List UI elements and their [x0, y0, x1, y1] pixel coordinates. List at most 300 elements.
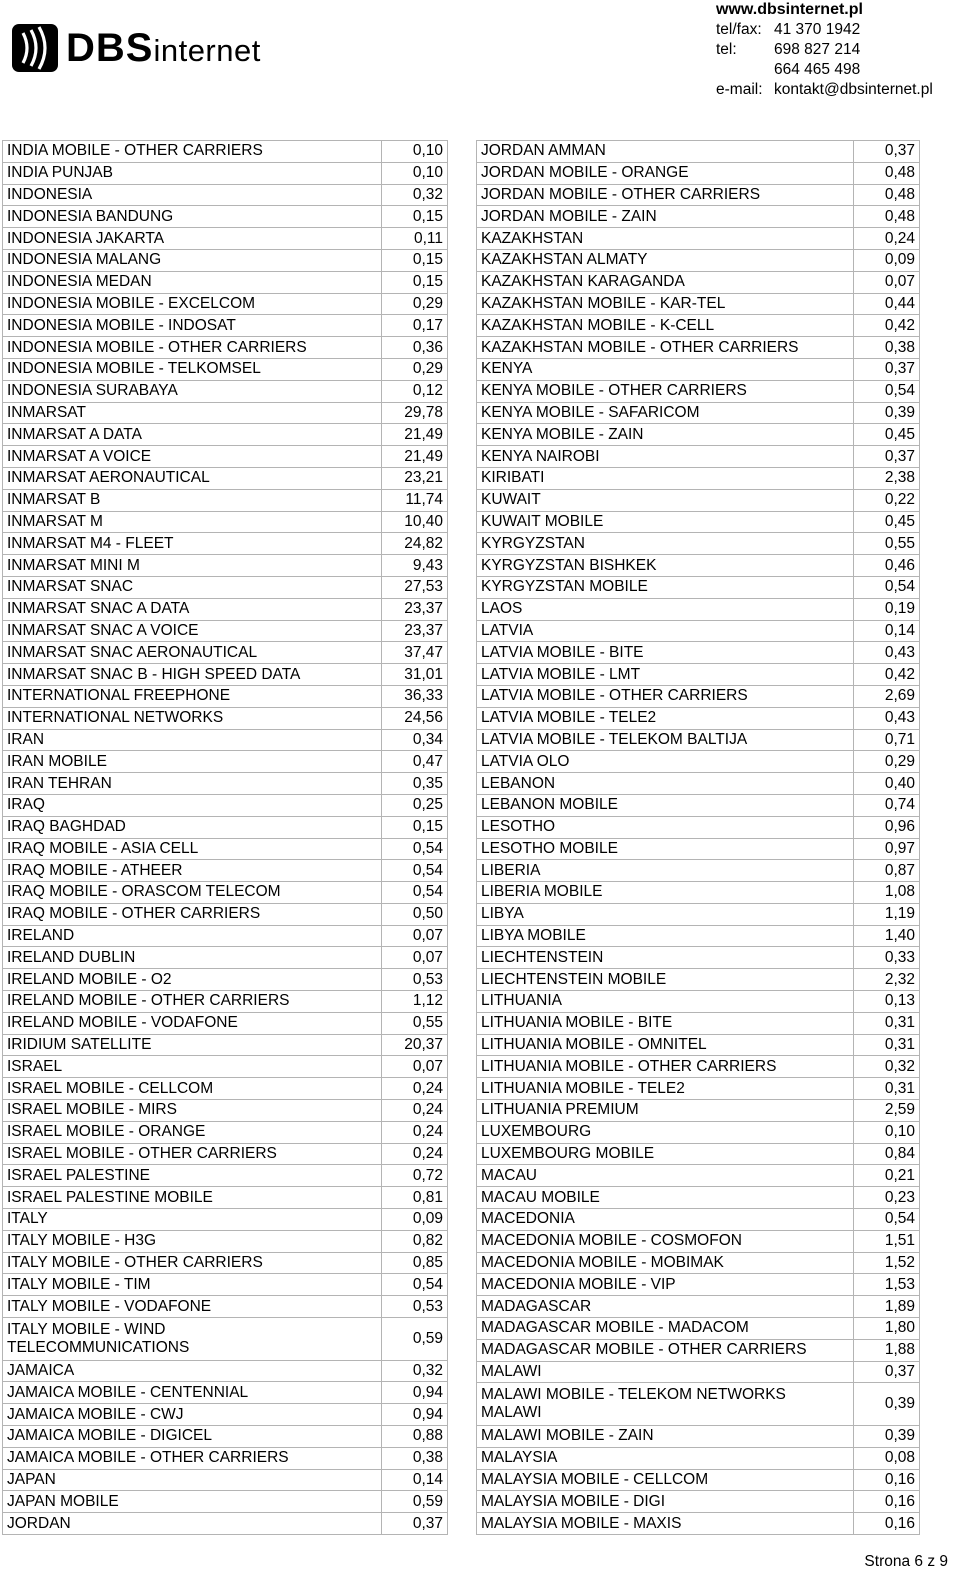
table-row [477, 576, 920, 598]
destination-name: LUXEMBOURG MOBILE [481, 1145, 655, 1163]
rate-cell: 0,46 [854, 555, 920, 577]
rates-table-left [2, 140, 448, 1535]
destination-name: LATVIA MOBILE - OTHER CARRIERS [481, 687, 748, 705]
table-row [477, 467, 920, 489]
destination-cell [477, 1274, 854, 1296]
destination-name: JAMAICA MOBILE - OTHER CARRIERS [7, 1449, 289, 1467]
rate-cell: 0,59 [382, 1491, 448, 1513]
destination-cell [3, 860, 382, 882]
table-row [477, 1491, 920, 1513]
contact-row [716, 60, 933, 80]
table-row [477, 642, 920, 664]
table-row [477, 729, 920, 751]
destination-name: ITALY MOBILE - WIND [7, 1320, 166, 1338]
destination-cell [3, 576, 382, 598]
rate-cell: 0,54 [854, 1209, 920, 1231]
rate-cell: 0,25 [382, 794, 448, 816]
table-row [477, 1100, 920, 1122]
rate-cell: 0,47 [382, 751, 448, 773]
rate-cell: 0,39 [854, 1383, 920, 1426]
destination-name: JAMAICA MOBILE - CWJ [7, 1405, 184, 1423]
rate-cell: 0,31 [854, 1012, 920, 1034]
rate-cell: 0,15 [382, 816, 448, 838]
rate-cell: 1,88 [854, 1339, 920, 1361]
destination-cell [3, 1187, 382, 1209]
destination-cell [3, 141, 382, 163]
destination-cell [3, 1209, 382, 1231]
destination-name: KENYA MOBILE - OTHER CARRIERS [481, 382, 747, 400]
destination-cell [3, 947, 382, 969]
rate-cell: 0,94 [382, 1404, 448, 1426]
table-row [477, 1230, 920, 1252]
table-row [3, 1274, 448, 1296]
destination-cell [3, 1230, 382, 1252]
destination-name: INDIA PUNJAB [7, 164, 113, 182]
destination-cell [477, 729, 854, 751]
rate-cell: 0,48 [854, 184, 920, 206]
rate-cell: 0,21 [854, 1165, 920, 1187]
rate-cell: 2,59 [854, 1100, 920, 1122]
destination-name: LIBERIA MOBILE [481, 883, 603, 901]
table-row [3, 969, 448, 991]
table-row [3, 1056, 448, 1078]
destination-name: INMARSAT SNAC A VOICE [7, 621, 199, 639]
destination-cell [477, 860, 854, 882]
table-row [477, 271, 920, 293]
destination-cell [477, 1252, 854, 1274]
table-row [477, 1513, 920, 1535]
destination-name: MACEDONIA MOBILE - VIP [481, 1275, 676, 1293]
destination-cell [3, 664, 382, 686]
contact-value: 698 827 214 [774, 41, 861, 58]
rate-cell: 0,08 [854, 1447, 920, 1469]
destination-cell [3, 511, 382, 533]
table-row [3, 576, 448, 598]
destination-name: MADAGASCAR MOBILE - OTHER CARRIERS [481, 1341, 807, 1359]
destination-name: KUWAIT MOBILE [481, 512, 604, 530]
table-row [477, 511, 920, 533]
rate-cell: 0,35 [382, 773, 448, 795]
table-row [477, 860, 920, 882]
table-row [3, 903, 448, 925]
destination-name: INMARSAT M4 - FLEET [7, 534, 174, 552]
destination-cell [3, 991, 382, 1013]
rate-cell: 0,37 [854, 1361, 920, 1383]
table-row [477, 685, 920, 707]
rate-cell: 0,16 [854, 1513, 920, 1535]
rate-cell: 0,74 [854, 794, 920, 816]
destination-name: JAMAICA [7, 1362, 75, 1380]
destination-cell [3, 228, 382, 250]
destination-name: JORDAN MOBILE - ORANGE [481, 164, 689, 182]
contact-label: e-mail: [716, 81, 763, 98]
destination-name: MALAYSIA MOBILE - DIGI [481, 1492, 666, 1510]
destination-name: INMARSAT SNAC [7, 578, 134, 596]
destination-name: IRAN TEHRAN [7, 774, 112, 792]
table-row [477, 598, 920, 620]
rate-cell: 0,43 [854, 642, 920, 664]
rate-cell: 0,07 [382, 925, 448, 947]
rate-cell: 0,54 [382, 1274, 448, 1296]
table-row [3, 1230, 448, 1252]
destination-cell [3, 1382, 382, 1404]
destination-name: INDONESIA MOBILE - EXCELCOM [7, 294, 256, 312]
rate-cell: 0,14 [854, 620, 920, 642]
rate-cell: 0,88 [382, 1426, 448, 1448]
table-row [3, 838, 448, 860]
table-row [477, 446, 920, 468]
destination-name: KUWAIT [481, 491, 541, 509]
rate-cell: 1,80 [854, 1318, 920, 1340]
destination-name: IRELAND MOBILE - OTHER CARRIERS [7, 992, 290, 1010]
destination-name: INDONESIA BANDUNG [7, 207, 174, 225]
destination-cell [477, 1339, 854, 1361]
rate-cell: 0,13 [854, 991, 920, 1013]
destination-name: ITALY MOBILE - OTHER CARRIERS [7, 1254, 263, 1272]
destination-name-line2: MALAWI [481, 1404, 542, 1422]
contact-label [716, 60, 774, 80]
destination-cell [3, 1491, 382, 1513]
destination-cell [477, 1121, 854, 1143]
rate-cell: 23,21 [382, 467, 448, 489]
destination-name: INDONESIA MOBILE - TELKOMSEL [7, 360, 261, 378]
table-row [3, 1360, 448, 1382]
table-row [3, 1121, 448, 1143]
destination-cell [477, 1012, 854, 1034]
destination-cell [3, 206, 382, 228]
destination-name: JAPAN [7, 1471, 56, 1488]
table-row [477, 1426, 920, 1448]
table-row [3, 1034, 448, 1056]
destination-cell [3, 358, 382, 380]
rate-cell: 0,54 [382, 860, 448, 882]
destination-name: LEBANON [481, 774, 556, 792]
destination-cell [3, 1252, 382, 1274]
table-row [477, 707, 920, 729]
table-row [3, 598, 448, 620]
rate-cell: 0,22 [854, 489, 920, 511]
table-row [3, 816, 448, 838]
destination-cell [3, 271, 382, 293]
destination-name: MALAYSIA MOBILE - MAXIS [481, 1514, 682, 1532]
destination-name: IRAQ MOBILE - ASIA CELL [7, 839, 199, 857]
destination-name: IRAQ MOBILE - OTHER CARRIERS [7, 905, 261, 923]
table-row [477, 1165, 920, 1187]
table-row [477, 664, 920, 686]
rate-cell: 0,32 [854, 1056, 920, 1078]
table-row [3, 925, 448, 947]
destination-name: JAMAICA MOBILE - CENTENNIAL [7, 1383, 249, 1401]
destination-name: KAZAKHSTAN [481, 229, 584, 247]
table-row [477, 1318, 920, 1340]
destination-cell [477, 162, 854, 184]
table-row [477, 1274, 920, 1296]
destination-cell [3, 1426, 382, 1448]
rates-table-right [476, 140, 920, 1535]
rate-cell: 1,53 [854, 1274, 920, 1296]
table-row [3, 1513, 448, 1535]
contact-row [716, 20, 933, 40]
table-row [3, 707, 448, 729]
table-row [477, 141, 920, 163]
destination-name: LIBERIA [481, 861, 541, 879]
contact-value: 41 370 1942 [774, 21, 861, 38]
rate-cell: 24,56 [382, 707, 448, 729]
rate-cell: 0,14 [382, 1469, 448, 1491]
rate-cell: 0,10 [382, 141, 448, 163]
destination-name: ISRAEL MOBILE - ORANGE [7, 1123, 206, 1141]
destination-name: IRAQ MOBILE - ORASCOM TELECOM [7, 883, 281, 901]
destination-name-line2: TELECOMMUNICATIONS [7, 1338, 190, 1356]
table-row [3, 206, 448, 228]
destination-name: JORDAN MOBILE - OTHER CARRIERS [481, 185, 761, 203]
destination-cell [477, 489, 854, 511]
destination-cell [3, 446, 382, 468]
table-row [3, 685, 448, 707]
destination-name: INDONESIA MOBILE - INDOSAT [7, 316, 236, 334]
rate-cell: 37,47 [382, 642, 448, 664]
rate-cell: 10,40 [382, 511, 448, 533]
destination-name: MACEDONIA [481, 1210, 575, 1228]
destination-name: INMARSAT AERONAUTICAL [7, 469, 210, 487]
destination-cell [477, 969, 854, 991]
table-row [3, 1078, 448, 1100]
destination-cell [477, 315, 854, 337]
rate-cell: 0,40 [854, 773, 920, 795]
table-row [3, 1491, 448, 1513]
destination-name: KENYA MOBILE - ZAIN [481, 425, 644, 443]
destination-cell [3, 838, 382, 860]
destination-cell [3, 1034, 382, 1056]
destination-cell [477, 467, 854, 489]
table-row [3, 337, 448, 359]
destination-name: LITHUANIA PREMIUM [481, 1101, 639, 1119]
table-row [3, 380, 448, 402]
table-row [477, 228, 920, 250]
destination-name: INMARSAT SNAC A DATA [7, 600, 190, 618]
rate-cell: 0,24 [382, 1143, 448, 1165]
destination-cell [3, 1078, 382, 1100]
rate-cell: 0,72 [382, 1165, 448, 1187]
destination-name: IRAN MOBILE [7, 752, 107, 770]
table-row [3, 1382, 448, 1404]
table-row [3, 729, 448, 751]
destination-cell [477, 1034, 854, 1056]
destination-cell [3, 685, 382, 707]
destination-cell [3, 903, 382, 925]
destination-cell [477, 664, 854, 686]
rate-cell: 0,42 [854, 664, 920, 686]
destination-name: ITALY [7, 1210, 48, 1228]
table-row [477, 184, 920, 206]
destination-name: MACAU MOBILE [481, 1188, 600, 1206]
rate-cell: 0,16 [854, 1491, 920, 1513]
destination-cell [3, 1513, 382, 1535]
rate-cell: 0,84 [854, 1143, 920, 1165]
rate-cell: 21,49 [382, 424, 448, 446]
destination-cell [477, 1165, 854, 1187]
table-row [477, 794, 920, 816]
destination-cell [3, 1296, 382, 1318]
rate-cell: 0,24 [854, 228, 920, 250]
contact-block [716, 0, 933, 100]
rate-cell: 0,39 [854, 1426, 920, 1448]
destination-name: INMARSAT A VOICE [7, 447, 152, 465]
destination-name: LITHUANIA MOBILE - OTHER CARRIERS [481, 1057, 777, 1075]
destination-name: LESOTHO [481, 818, 556, 836]
destination-name: LATVIA [481, 621, 534, 639]
table-row [477, 882, 920, 904]
destination-name: LIECHTENSTEIN MOBILE [481, 970, 667, 988]
table-row [477, 555, 920, 577]
destination-cell [477, 882, 854, 904]
rate-cell: 0,32 [382, 184, 448, 206]
destination-name: INDONESIA JAKARTA [7, 229, 165, 247]
destination-cell [477, 576, 854, 598]
destination-cell [3, 555, 382, 577]
destination-name: IRELAND MOBILE - VODAFONE [7, 1014, 238, 1032]
table-row [3, 860, 448, 882]
destination-name: LITHUANIA MOBILE - BITE [481, 1014, 673, 1032]
destination-name: IRELAND [7, 927, 75, 945]
table-row [477, 424, 920, 446]
rate-cell: 29,78 [382, 402, 448, 424]
destination-name: INMARSAT [7, 403, 86, 421]
table-row [477, 947, 920, 969]
rate-cell: 0,19 [854, 598, 920, 620]
destination-cell [477, 838, 854, 860]
destination-cell [477, 249, 854, 271]
destination-name: LEBANON MOBILE [481, 796, 618, 814]
destination-cell [3, 729, 382, 751]
destination-name: LATVIA MOBILE - TELE2 [481, 709, 657, 727]
rate-cell: 0,45 [854, 424, 920, 446]
destination-cell [3, 1012, 382, 1034]
table-row [3, 315, 448, 337]
table-row [477, 358, 920, 380]
rate-cell: 1,40 [854, 925, 920, 947]
destination-cell [477, 402, 854, 424]
destination-cell [477, 773, 854, 795]
destination-cell [477, 446, 854, 468]
rate-cell: 9,43 [382, 555, 448, 577]
table-row [3, 794, 448, 816]
rate-cell: 0,31 [854, 1034, 920, 1056]
rate-cell: 0,24 [382, 1078, 448, 1100]
rate-cell: 31,01 [382, 664, 448, 686]
destination-name: INMARSAT SNAC B - HIGH SPEED DATA [7, 665, 301, 683]
destination-name: KENYA MOBILE - SAFARICOM [481, 403, 700, 421]
table-row [3, 664, 448, 686]
signal-waves-icon [10, 22, 60, 74]
contact-label: tel/fax: [716, 21, 762, 38]
rate-cell: 0,82 [382, 1230, 448, 1252]
rate-cell: 0,37 [382, 1513, 448, 1535]
rate-cell: 0,48 [854, 206, 920, 228]
destination-cell [477, 1491, 854, 1513]
rate-cell: 0,32 [382, 1360, 448, 1382]
table-row [3, 1426, 448, 1448]
rate-cell: 2,32 [854, 969, 920, 991]
destination-name: MADAGASCAR MOBILE - MADACOM [481, 1319, 749, 1337]
table-row [477, 903, 920, 925]
table-row [3, 1100, 448, 1122]
destination-cell [477, 380, 854, 402]
destination-name: INDIA MOBILE - OTHER CARRIERS [7, 142, 263, 160]
destination-cell [3, 337, 382, 359]
destination-name: KENYA [481, 360, 533, 378]
destination-name: KENYA NAIROBI [481, 447, 600, 465]
destination-cell [3, 184, 382, 206]
destination-cell [3, 467, 382, 489]
rate-cell: 1,12 [382, 991, 448, 1013]
destination-name: ITALY MOBILE - H3G [7, 1232, 157, 1250]
destination-name: INMARSAT MINI M [7, 556, 140, 574]
rate-cell: 0,07 [382, 1056, 448, 1078]
table-row [477, 1034, 920, 1056]
rate-cell: 1,08 [854, 882, 920, 904]
destination-cell [477, 1513, 854, 1535]
destination-cell [477, 293, 854, 315]
contact-email[interactable]: kontakt@dbsinternet.pl [774, 81, 933, 98]
table-row [3, 642, 448, 664]
table-row [3, 1296, 448, 1318]
destination-name: ISRAEL MOBILE - CELLCOM [7, 1079, 214, 1097]
destination-name: INDONESIA MOBILE - OTHER CARRIERS [7, 338, 307, 356]
destination-cell [3, 533, 382, 555]
contact-value: 664 465 498 [774, 61, 861, 78]
rate-cell: 0,24 [382, 1121, 448, 1143]
rate-cell: 1,51 [854, 1230, 920, 1252]
rate-cell: 21,49 [382, 446, 448, 468]
destination-cell [3, 751, 382, 773]
destination-cell [477, 1230, 854, 1252]
destination-cell [3, 707, 382, 729]
destination-cell [3, 925, 382, 947]
rate-cell: 0,54 [854, 380, 920, 402]
table-row [3, 555, 448, 577]
rate-cell: 0,34 [382, 729, 448, 751]
destination-cell [477, 707, 854, 729]
destination-name: INMARSAT SNAC AERONAUTICAL [7, 643, 258, 661]
destination-cell [3, 816, 382, 838]
table-row [477, 816, 920, 838]
destination-name: ISRAEL PALESTINE MOBILE [7, 1188, 213, 1206]
rate-cell: 0,97 [854, 838, 920, 860]
destination-cell [3, 1121, 382, 1143]
table-row [3, 228, 448, 250]
destination-cell [477, 903, 854, 925]
destination-name: IRAN [7, 730, 45, 748]
destination-name: MACEDONIA MOBILE - COSMOFON [481, 1232, 742, 1250]
rate-cell: 0,23 [854, 1187, 920, 1209]
rate-cell: 0,12 [382, 380, 448, 402]
destination-name: MACAU [481, 1166, 537, 1184]
table-row [477, 380, 920, 402]
rate-cell: 0,54 [382, 882, 448, 904]
destination-name: KYRGYZSTAN MOBILE [481, 578, 648, 596]
destination-cell [477, 1318, 854, 1340]
destination-name: LATVIA MOBILE - TELEKOM BALTIJA [481, 730, 748, 748]
destination-name: ISRAEL MOBILE - OTHER CARRIERS [7, 1145, 277, 1163]
table-row [3, 467, 448, 489]
destination-cell [3, 882, 382, 904]
table-row [477, 1469, 920, 1491]
destination-cell [477, 1209, 854, 1231]
destination-name: KAZAKHSTAN KARAGANDA [481, 273, 685, 291]
rate-cell: 0,85 [382, 1252, 448, 1274]
website-link[interactable]: www.dbsinternet.pl [716, 1, 863, 18]
